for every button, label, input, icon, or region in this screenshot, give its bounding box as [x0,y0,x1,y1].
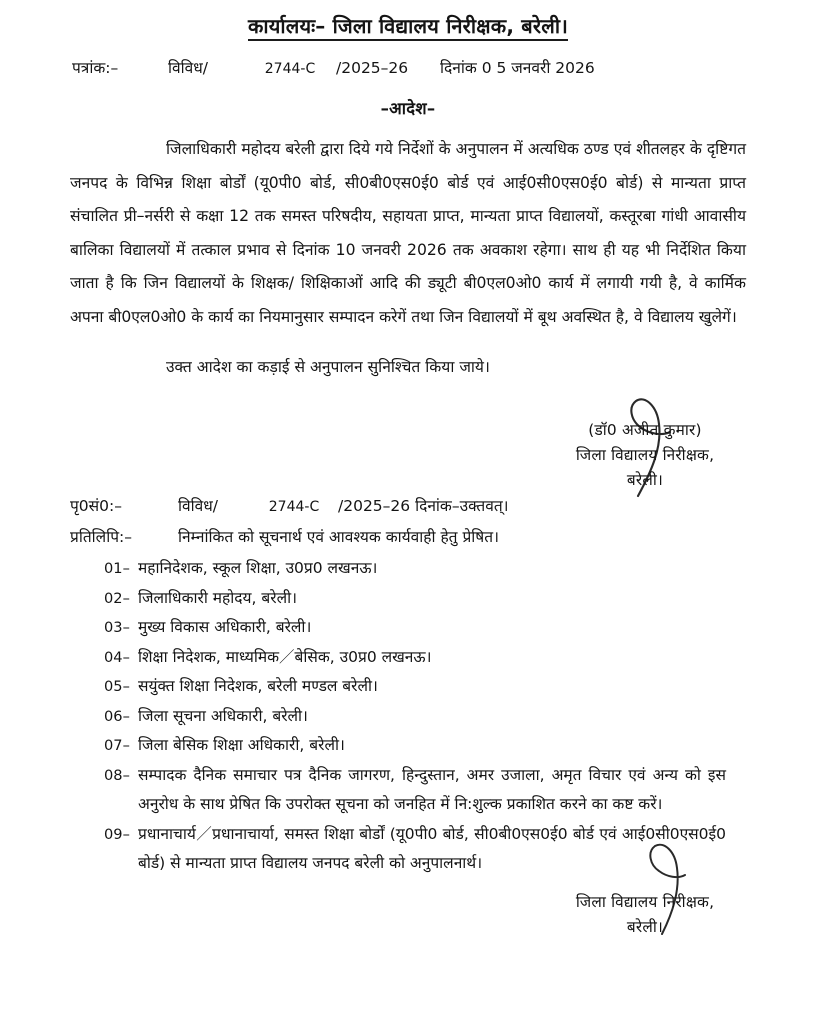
list-item [70,761,770,820]
signatory-designation: जिला विद्यालय निरीक्षक, [575,446,715,464]
office-title-text: कार्यालयः– जिला विद्यालय निरीक्षक, बरेली। [248,14,568,41]
body-paragraph-1: जिलाधिकारी महोदय बरेली द्वारा दिये गये निर्देशों के अनुपालन में अत्यधिक ठण्ड एवं शीतलहर के दृष्टिगत जनपद के विभिन्न शिक्षा बोर्डों (यू0पी0 बोर्ड, सी0बी0एस0ई0 बोर्ड एवं आई0सी0एस0ई0 बोर्ड) से मान्यता प्राप्त संचालित प्री–नर्सरी से कक्षा 12 तक समस्त परिषदीय, सहायता प्राप्त, मान्यता प्राप्त विद्यालयों, कस्तूरबा गांधी आवासीय बालिका विद्यालयों में तत्काल प्रभाव से दिनांक 10 जनवरी 2026 तक अवकाश रहेगा। साथ ही यह भी निर्देशित किया जाता है कि जिन विद्यालयों के शिक्षक/ शिक्षिकाओं आदि की ड्यूटी बी0एल0ओ0 कार्य में लगायी गयी है, वे कार्मिक अपना बी0एल0ओ0 के कार्य का नियमानुसार सम्पादन करेगें तथा जिन विद्यालयों में बूथ अवस्थित है, वे विद्यालय खुलेगें। [70,140,746,326]
list-item-text: सयुंक्त शिक्षा निदेशक, बरेली मण्डल बरेली। [138,677,378,695]
signatory-place: बरेली। [626,471,664,489]
endorsement-label: पृ0सं0:– [70,497,122,515]
list-item [70,672,770,702]
distribution-section [70,492,770,879]
distribution-list [70,554,770,879]
signature-block-secondary [540,890,750,940]
list-item-text: प्रधानाचार्य／प्रधानाचार्या, समस्त शिक्षा बोर्डों (यू0पी0 बोर्ड, सी0बी0एस0ई0 बोर्ड एवं आई0सी0एस0ई0 बोर्ड) से मान्यता प्राप्त विद्यालय जनपद बरेली को अनुपालनार्थ। [138,824,726,872]
list-item-number: 08– [104,766,130,784]
list-item [70,613,770,643]
body-paragraph-2: उक्त आदेश का कड़ाई से अनुपालन सुनिश्चित किया जाये। [166,358,490,376]
list-item-text: जिला सूचना अधिकारी, बरेली। [138,706,308,725]
list-item [70,702,770,732]
copy-line [70,523,770,553]
list-item-text: जिलाधिकारी महोदय, बरेली। [138,588,297,607]
endorsement-year: /2025–26 दिनांक–उक्तवत्। [338,497,509,515]
order-heading: –आदेश– [380,99,436,118]
reference-label: पत्रांक:– [72,59,119,77]
reference-year: /2025–26 [336,59,409,77]
list-item [70,731,770,761]
endorsement-category: विविध/ [178,497,219,515]
list-item-number: 05– [104,678,130,695]
reference-line [0,52,816,86]
list-item-number: 09– [104,825,130,843]
signatory-name: (डॉ0 अजीत कुमार) [588,421,702,439]
list-item [70,643,770,673]
list-item-number: 02– [104,589,130,607]
list-item-number: 01– [104,560,130,577]
list-item-text: शिक्षा निदेशक, माध्यमिक／बेसिक, उ0प्र0 लखनऊ। [138,647,432,666]
list-item-number: 07– [104,737,130,754]
reference-category: विविध/ [168,59,209,77]
copy-note: निम्नांकित को सूचनार्थ एवं आवश्यक कार्यवाही हेतु प्रेषित। [178,527,499,546]
list-item [70,584,770,614]
order-body [70,133,746,385]
reference-date: दिनांक 0 5 जनवरी 2026 [440,59,595,77]
list-item [70,554,770,584]
signature-block-primary [540,418,750,493]
list-item [70,820,770,879]
endorsement-number: 2744-C [268,499,320,515]
list-item-text: मुख्य विकास अधिकारी, बरेली। [138,618,312,636]
endorsement-line [70,492,770,523]
endorsement-value [178,492,770,523]
list-item-number: 03– [104,619,130,636]
office-title [0,0,816,40]
list-item-number: 06– [104,707,130,725]
list-item-number: 04– [104,648,130,666]
list-item-text: सम्पादक दैनिक समाचार पत्र दैनिक जागरण, हिन्दुस्तान, अमर उजाला, अमृत विचार एवं अन्य को इस अनुरोध के साथ प्रेषित कि उपरोक्त सूचना को जनहित में नि:शुल्क प्रकाशित करने का कष्ट करें। [138,765,726,813]
copy-label: प्रतिलिपि:– [70,527,132,546]
list-item-text: जिला बेसिक शिक्षा अधिकारी, बरेली। [138,736,345,754]
list-item-text: महानिदेशक, स्कूल शिक्षा, उ0प्र0 लखनऊ। [138,559,378,577]
signatory-designation: जिला विद्यालय निरीक्षक, [575,893,715,911]
signatory-place: बरेली। [626,918,664,936]
reference-number: 2744-C [264,61,316,77]
